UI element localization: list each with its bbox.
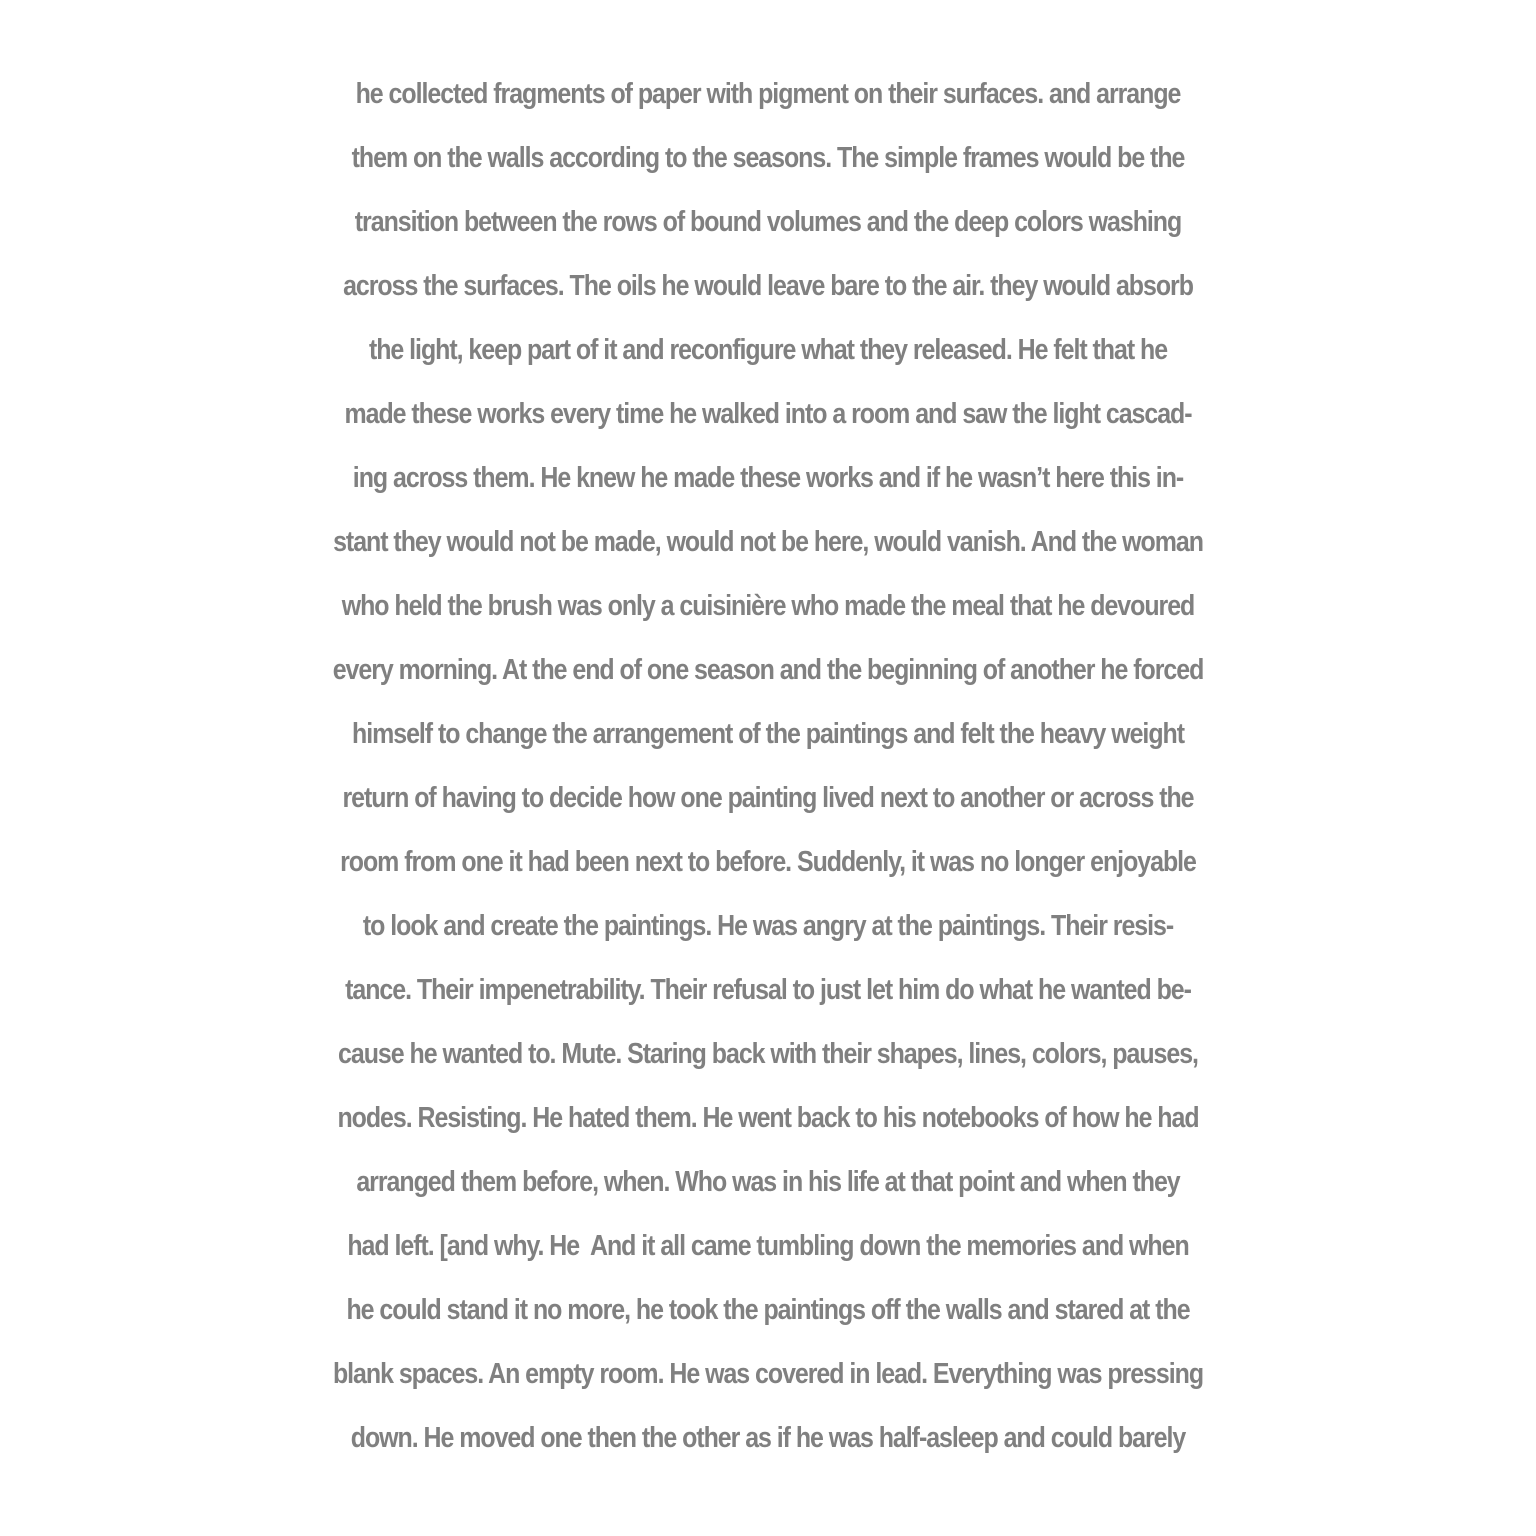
document-page (0, 62, 1536, 1470)
text-line: himself to change the arrangement of the paintings and felt the heavy weight (351, 718, 1185, 750)
text-line: nodes. Resisting. He hated them. He went back to his notebooks of how he had (337, 1102, 1199, 1134)
text-line: stant they would not be made, would not be here, would vanish. And the woman (333, 526, 1203, 558)
text-line: to look and create the paintings. He was angry at the paintings. Their resis- (362, 910, 1174, 942)
text-line: had left. [and why. He And it all came tumbling down the memories and when (347, 1230, 1189, 1262)
text-line: he could stand it no more, he took the paintings off the walls and stared at the (346, 1294, 1190, 1326)
text-line: every morning. At the end of one season and the beginning of another he forced (332, 654, 1204, 686)
text-line: he collected fragments of paper with pigment on their surfaces. and arrange (355, 78, 1181, 110)
text-line: cause he wanted to. Mute. Staring back with their shapes, lines, colors, pauses, (338, 1038, 1198, 1070)
text-line: transition between the rows of bound volumes and the deep colors washing (354, 206, 1182, 238)
text-line: the light, keep part of it and reconfigure what they released. He felt that he (368, 334, 1168, 366)
text-line: return of having to decide how one painting lived next to another or across the (342, 782, 1194, 814)
text-line: across the surfaces. The oils he would leave bare to the air. they would absorb (343, 270, 1193, 302)
text-line: them on the walls according to the seasons. The simple frames would be the (351, 142, 1185, 174)
text-line: tance. Their impenetrability. Their refusal to just let him do what he wanted be- (345, 974, 1191, 1006)
text-line: ing across them. He knew he made these works and if he wasn’t here this in- (352, 462, 1184, 494)
text-line: who held the brush was only a cuisinière who made the meal that he devoured (341, 590, 1195, 622)
text-line: down. He moved one then the other as if he was half-asleep and could barely (350, 1422, 1186, 1454)
text-line: room from one it had been next to before. Suddenly, it was no longer enjoyable (340, 846, 1196, 878)
text-line: made these works every time he walked into a room and saw the light cascad- (344, 398, 1192, 430)
text-line: blank spaces. An empty room. He was covered in lead. Everything was pressing (332, 1358, 1204, 1390)
text-line: arranged them before, when. Who was in his life at that point and when they (356, 1166, 1180, 1198)
